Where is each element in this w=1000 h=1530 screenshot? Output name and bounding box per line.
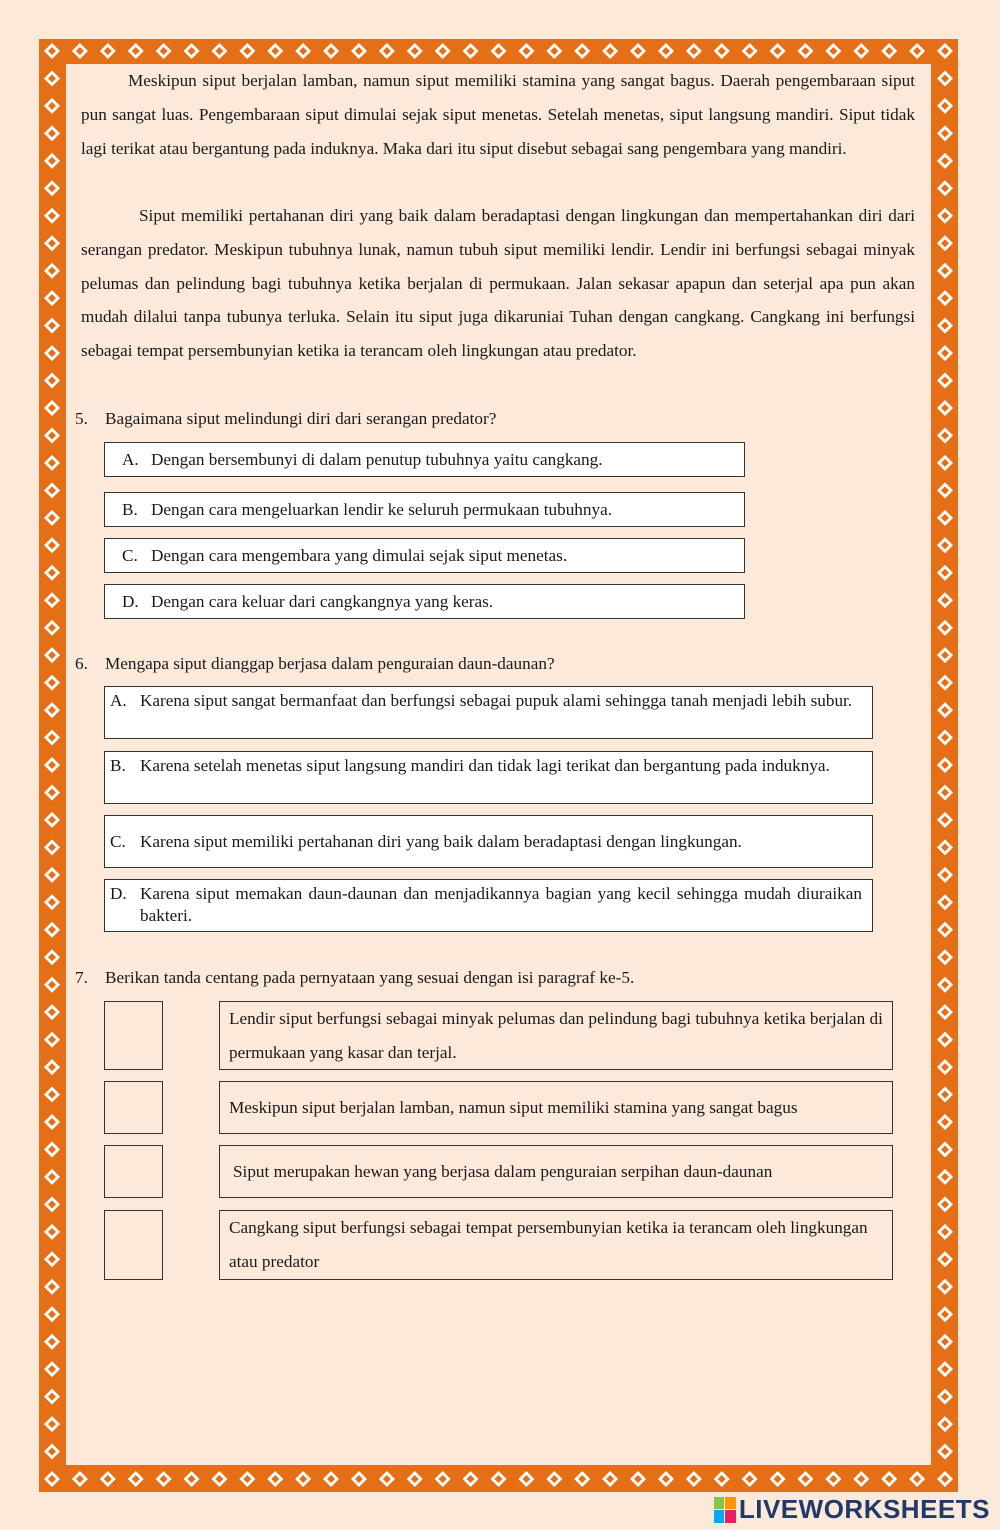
diamond-ornament xyxy=(937,235,953,251)
diamond-ornament xyxy=(44,345,60,361)
question-5 xyxy=(75,408,496,430)
diamond-ornament xyxy=(853,43,869,59)
diamond-ornament xyxy=(574,1471,590,1487)
q5-option-a[interactable] xyxy=(104,442,745,477)
option-letter: C. xyxy=(110,832,126,851)
diamond-ornament xyxy=(435,43,451,59)
diamond-ornament xyxy=(937,373,953,389)
diamond-ornament xyxy=(407,43,423,59)
statement-2: Meskipun siput berjalan lamban, namun siput memiliki stamina yang sangat bagus xyxy=(219,1081,893,1134)
diamond-ornament xyxy=(44,675,60,691)
diamond-ornament xyxy=(937,1114,953,1130)
diamond-ornament xyxy=(44,537,60,553)
statement-4: Cangkang siput berfungsi sebagai tempat persembunyian ketika ia terancam oleh lingkungan atau predator xyxy=(219,1210,893,1280)
diamond-ornament xyxy=(267,1471,283,1487)
diamond-ornament xyxy=(156,43,172,59)
diamond-ornament xyxy=(937,180,953,196)
diamond-ornament xyxy=(937,784,953,800)
diamond-ornament xyxy=(909,43,925,59)
diamond-ornament xyxy=(44,70,60,86)
diamond-ornament xyxy=(937,647,953,663)
diamond-ornament xyxy=(937,949,953,965)
diamond-ornament xyxy=(937,510,953,526)
diamond-ornament xyxy=(937,977,953,993)
diamond-ornament xyxy=(44,647,60,663)
option-letter: D. xyxy=(122,592,139,611)
option-letter: A. xyxy=(110,691,127,710)
diamond-ornament xyxy=(44,1471,60,1487)
diamond-ornament xyxy=(379,43,395,59)
diamond-ornament xyxy=(546,43,562,59)
question-text: Mengapa siput dianggap berjasa dalam penguraian daun-daunan? xyxy=(105,654,555,673)
diamond-ornament xyxy=(44,235,60,251)
question-text: Bagaimana siput melindungi diri dari serangan predator? xyxy=(105,409,497,428)
diamond-ornament xyxy=(44,1251,60,1267)
diamond-ornament xyxy=(909,1471,925,1487)
diamond-ornament xyxy=(44,1306,60,1322)
diamond-ornament xyxy=(518,43,534,59)
diamond-ornament xyxy=(658,1471,674,1487)
diamond-ornament xyxy=(825,1471,841,1487)
passage-paragraph-2: Siput memiliki pertahanan diri yang baik dalam beradaptasi dengan lingkungan dan mempertahankan diri dari serangan predator. Meskipun tubuhnya lunak, namun tubuh siput memiliki lendir. Lendir ini berfungsi sebagai minyak pelumas dan pelindung bagi tubuhnya ketika berjalan di permukaan. Jalan sekasar apapun dan seterjal apa pun akan mudah dilalui tanpa tubunya terluka. Selain itu siput juga dikaruniai Tuhan dengan cangkang. Cangkang ini berfungsi sebagai tempat persembunyian ketika ia terancam oleh lingkungan atau predator. xyxy=(81,206,915,361)
diamond-ornament xyxy=(937,839,953,855)
passage-paragraph-1: Meskipun siput berjalan lamban, namun siput memiliki stamina yang sangat bagus. Daerah pengembaraan siput pun sangat luas. Pengembaraan siput dimulai sejak siput menetas. Setelah menetas, siput langsung mandiri. Siput tidak lagi terikat atau bergantung pada induknya. Maka dari itu siput disebut sebagai sang pengembara yang mandiri. xyxy=(81,71,915,158)
diamond-ornament xyxy=(44,455,60,471)
diamond-ornament xyxy=(44,1087,60,1103)
diamond-ornament xyxy=(44,1224,60,1240)
diamond-ornament xyxy=(44,1416,60,1432)
diamond-ornament xyxy=(128,1471,144,1487)
logo-text: LIVEWORKSHEETS xyxy=(738,1494,990,1524)
diamond-ornament xyxy=(937,565,953,581)
diamond-ornament xyxy=(937,757,953,773)
diamond-ornament xyxy=(44,1059,60,1075)
diamond-ornament xyxy=(44,1444,60,1460)
diamond-ornament xyxy=(937,400,953,416)
diamond-ornament xyxy=(881,1471,897,1487)
diamond-ornament xyxy=(44,922,60,938)
diamond-ornament xyxy=(937,208,953,224)
diamond-ornament xyxy=(714,43,730,59)
diamond-ornament xyxy=(937,702,953,718)
checkbox-statement-2[interactable] xyxy=(104,1081,163,1134)
diamond-ornament xyxy=(44,592,60,608)
diamond-ornament xyxy=(44,894,60,910)
diamond-ornament xyxy=(44,784,60,800)
q6-option-b[interactable] xyxy=(104,751,873,804)
logo-mark-icon xyxy=(714,1497,736,1523)
diamond-ornament xyxy=(937,345,953,361)
statement-3: Siput merupakan hewan yang berjasa dalam penguraian serpihan daun-daunan xyxy=(219,1145,893,1198)
option-letter: B. xyxy=(122,500,138,519)
diamond-ornament xyxy=(44,1361,60,1377)
diamond-ornament xyxy=(44,1141,60,1157)
diamond-ornament xyxy=(100,43,116,59)
checkbox-statement-4[interactable] xyxy=(104,1210,163,1280)
diamond-ornament xyxy=(937,867,953,883)
diamond-ornament xyxy=(937,1361,953,1377)
diamond-ornament xyxy=(686,1471,702,1487)
q5-option-c[interactable] xyxy=(104,538,745,573)
diamond-ornament xyxy=(742,1471,758,1487)
diamond-ornament xyxy=(44,730,60,746)
diamond-ornament xyxy=(937,812,953,828)
q6-option-a[interactable] xyxy=(104,686,873,739)
diamond-ornament xyxy=(295,43,311,59)
diamond-ornament xyxy=(770,43,786,59)
diamond-ornament xyxy=(44,812,60,828)
diamond-ornament xyxy=(797,1471,813,1487)
diamond-ornament xyxy=(937,1004,953,1020)
diamond-ornament xyxy=(630,1471,646,1487)
diamond-ornament xyxy=(937,1279,953,1295)
diamond-ornament xyxy=(937,730,953,746)
diamond-ornament xyxy=(44,318,60,334)
option-letter: A. xyxy=(122,450,139,469)
diamond-ornament xyxy=(211,1471,227,1487)
diamond-ornament xyxy=(44,565,60,581)
diamond-ornament xyxy=(44,290,60,306)
diamond-ornament xyxy=(379,1471,395,1487)
diamond-ornament xyxy=(937,1224,953,1240)
diamond-ornament xyxy=(184,1471,200,1487)
diamond-ornament xyxy=(937,620,953,636)
diamond-ornament xyxy=(937,1169,953,1185)
diamond-ornament xyxy=(937,482,953,498)
liveworksheets-logo xyxy=(714,1494,990,1525)
diamond-ornament xyxy=(937,1471,953,1487)
diamond-ornament xyxy=(44,373,60,389)
diamond-ornament xyxy=(100,1471,116,1487)
question-6 xyxy=(75,653,555,675)
diamond-ornament xyxy=(267,43,283,59)
diamond-ornament xyxy=(937,1334,953,1350)
diamond-ornament xyxy=(44,977,60,993)
diamond-ornament xyxy=(937,1416,953,1432)
diamond-ornament xyxy=(44,1169,60,1185)
option-text: Karena setelah menetas siput langsung mandiri dan tidak lagi terikat dan bergantung pada induknya. xyxy=(140,756,830,775)
diamond-ornament xyxy=(407,1471,423,1487)
diamond-ornament xyxy=(937,427,953,443)
diamond-ornament xyxy=(44,510,60,526)
diamond-ornament xyxy=(239,1471,255,1487)
diamond-ornament xyxy=(44,125,60,141)
diamond-ornament xyxy=(937,1444,953,1460)
diamond-ornament xyxy=(463,43,479,59)
diamond-ornament xyxy=(937,1251,953,1267)
q6-option-c[interactable] xyxy=(104,815,873,868)
diamond-ornament xyxy=(602,1471,618,1487)
diamond-ornament xyxy=(44,1196,60,1212)
diamond-ornament xyxy=(937,1141,953,1157)
diamond-ornament xyxy=(44,153,60,169)
diamond-ornament xyxy=(937,70,953,86)
option-text: Karena siput memiliki pertahanan diri yang baik dalam beradaptasi dengan lingkungan. xyxy=(140,832,742,851)
diamond-ornament xyxy=(44,867,60,883)
diamond-ornament xyxy=(937,98,953,114)
diamond-ornament xyxy=(44,1334,60,1350)
option-text: Karena siput sangat bermanfaat dan berfungsi sebagai pupuk alami sehingga tanah menjadi lebih subur. xyxy=(140,691,853,710)
checkbox-statement-1[interactable] xyxy=(104,1001,163,1070)
diamond-ornament xyxy=(44,208,60,224)
option-text: Karena siput memakan daun-daunan dan menjadikannya bagian yang kecil sehingga mudah diuraikan bakteri. xyxy=(140,884,862,925)
diamond-ornament xyxy=(463,1471,479,1487)
diamond-ornament xyxy=(44,427,60,443)
diamond-ornament xyxy=(937,455,953,471)
q5-option-d[interactable] xyxy=(104,584,745,619)
diamond-ornament xyxy=(323,43,339,59)
diamond-ornament xyxy=(44,1004,60,1020)
diamond-ornament xyxy=(630,43,646,59)
diamond-ornament xyxy=(937,922,953,938)
checkbox-statement-3[interactable] xyxy=(104,1145,163,1198)
diamond-ornament xyxy=(44,757,60,773)
diamond-ornament xyxy=(435,1471,451,1487)
diamond-ornament xyxy=(937,1059,953,1075)
option-text: Dengan cara mengeluarkan lendir ke seluruh permukaan tubuhnya. xyxy=(151,500,613,519)
option-letter: C. xyxy=(122,546,138,565)
diamond-ornament xyxy=(937,1196,953,1212)
diamond-ornament xyxy=(937,1032,953,1048)
option-text: Dengan cara mengembara yang dimulai sejak siput menetas. xyxy=(151,546,568,565)
diamond-ornament xyxy=(72,1471,88,1487)
diamond-ornament xyxy=(546,1471,562,1487)
diamond-ornament xyxy=(686,43,702,59)
diamond-ornament xyxy=(491,1471,507,1487)
diamond-ornament xyxy=(128,43,144,59)
diamond-ornament xyxy=(937,537,953,553)
diamond-ornament xyxy=(44,1279,60,1295)
diamond-ornament xyxy=(44,839,60,855)
diamond-ornament xyxy=(770,1471,786,1487)
diamond-ornament xyxy=(44,98,60,114)
diamond-ornament xyxy=(72,43,88,59)
q5-option-b[interactable] xyxy=(104,492,745,527)
diamond-ornament xyxy=(44,482,60,498)
option-letter: B. xyxy=(110,756,126,775)
question-text: Berikan tanda centang pada pernyataan yang sesuai dengan isi paragraf ke-5. xyxy=(105,968,635,987)
option-text: Dengan bersembunyi di dalam penutup tubuhnya yaitu cangkang. xyxy=(151,450,603,469)
diamond-ornament xyxy=(714,1471,730,1487)
diamond-ornament xyxy=(351,43,367,59)
diamond-ornament xyxy=(44,400,60,416)
diamond-ornament xyxy=(937,318,953,334)
question-7 xyxy=(75,967,634,989)
diamond-ornament xyxy=(44,180,60,196)
diamond-ornament xyxy=(44,949,60,965)
diamond-ornament xyxy=(156,1471,172,1487)
diamond-ornament xyxy=(44,1032,60,1048)
diamond-ornament xyxy=(211,43,227,59)
diamond-ornament xyxy=(44,702,60,718)
statement-1: Lendir siput berfungsi sebagai minyak pelumas dan pelindung bagi tubuhnya ketika berjalan di permukaan yang kasar dan terjal. xyxy=(219,1001,893,1070)
question-number: 5. xyxy=(75,409,88,428)
diamond-ornament xyxy=(853,1471,869,1487)
diamond-ornament xyxy=(44,263,60,279)
diamond-ornament xyxy=(351,1471,367,1487)
diamond-ornament xyxy=(658,43,674,59)
diamond-ornament xyxy=(44,43,60,59)
diamond-ornament xyxy=(937,675,953,691)
option-letter: D. xyxy=(110,884,127,903)
diamond-ornament xyxy=(602,43,618,59)
diamond-ornament xyxy=(797,43,813,59)
diamond-ornament xyxy=(742,43,758,59)
diamond-ornament xyxy=(518,1471,534,1487)
diamond-ornament xyxy=(239,43,255,59)
question-number: 7. xyxy=(75,968,88,987)
question-number: 6. xyxy=(75,654,88,673)
diamond-ornament xyxy=(44,1114,60,1130)
diamond-ornament xyxy=(44,1389,60,1405)
option-text: Dengan cara keluar dari cangkangnya yang keras. xyxy=(151,592,494,611)
diamond-ornament xyxy=(937,290,953,306)
diamond-ornament xyxy=(44,620,60,636)
diamond-ornament xyxy=(937,153,953,169)
diamond-ornament xyxy=(184,43,200,59)
diamond-ornament xyxy=(323,1471,339,1487)
diamond-ornament xyxy=(937,1389,953,1405)
diamond-ornament xyxy=(937,592,953,608)
diamond-ornament xyxy=(574,43,590,59)
diamond-ornament xyxy=(937,43,953,59)
diamond-ornament xyxy=(295,1471,311,1487)
diamond-ornament xyxy=(937,1306,953,1322)
diamond-ornament xyxy=(881,43,897,59)
diamond-ornament xyxy=(937,1087,953,1103)
diamond-ornament xyxy=(937,894,953,910)
diamond-ornament xyxy=(491,43,507,59)
diamond-ornament xyxy=(825,43,841,59)
diamond-ornament xyxy=(937,125,953,141)
diamond-ornament xyxy=(937,263,953,279)
q6-option-d[interactable] xyxy=(104,879,873,932)
